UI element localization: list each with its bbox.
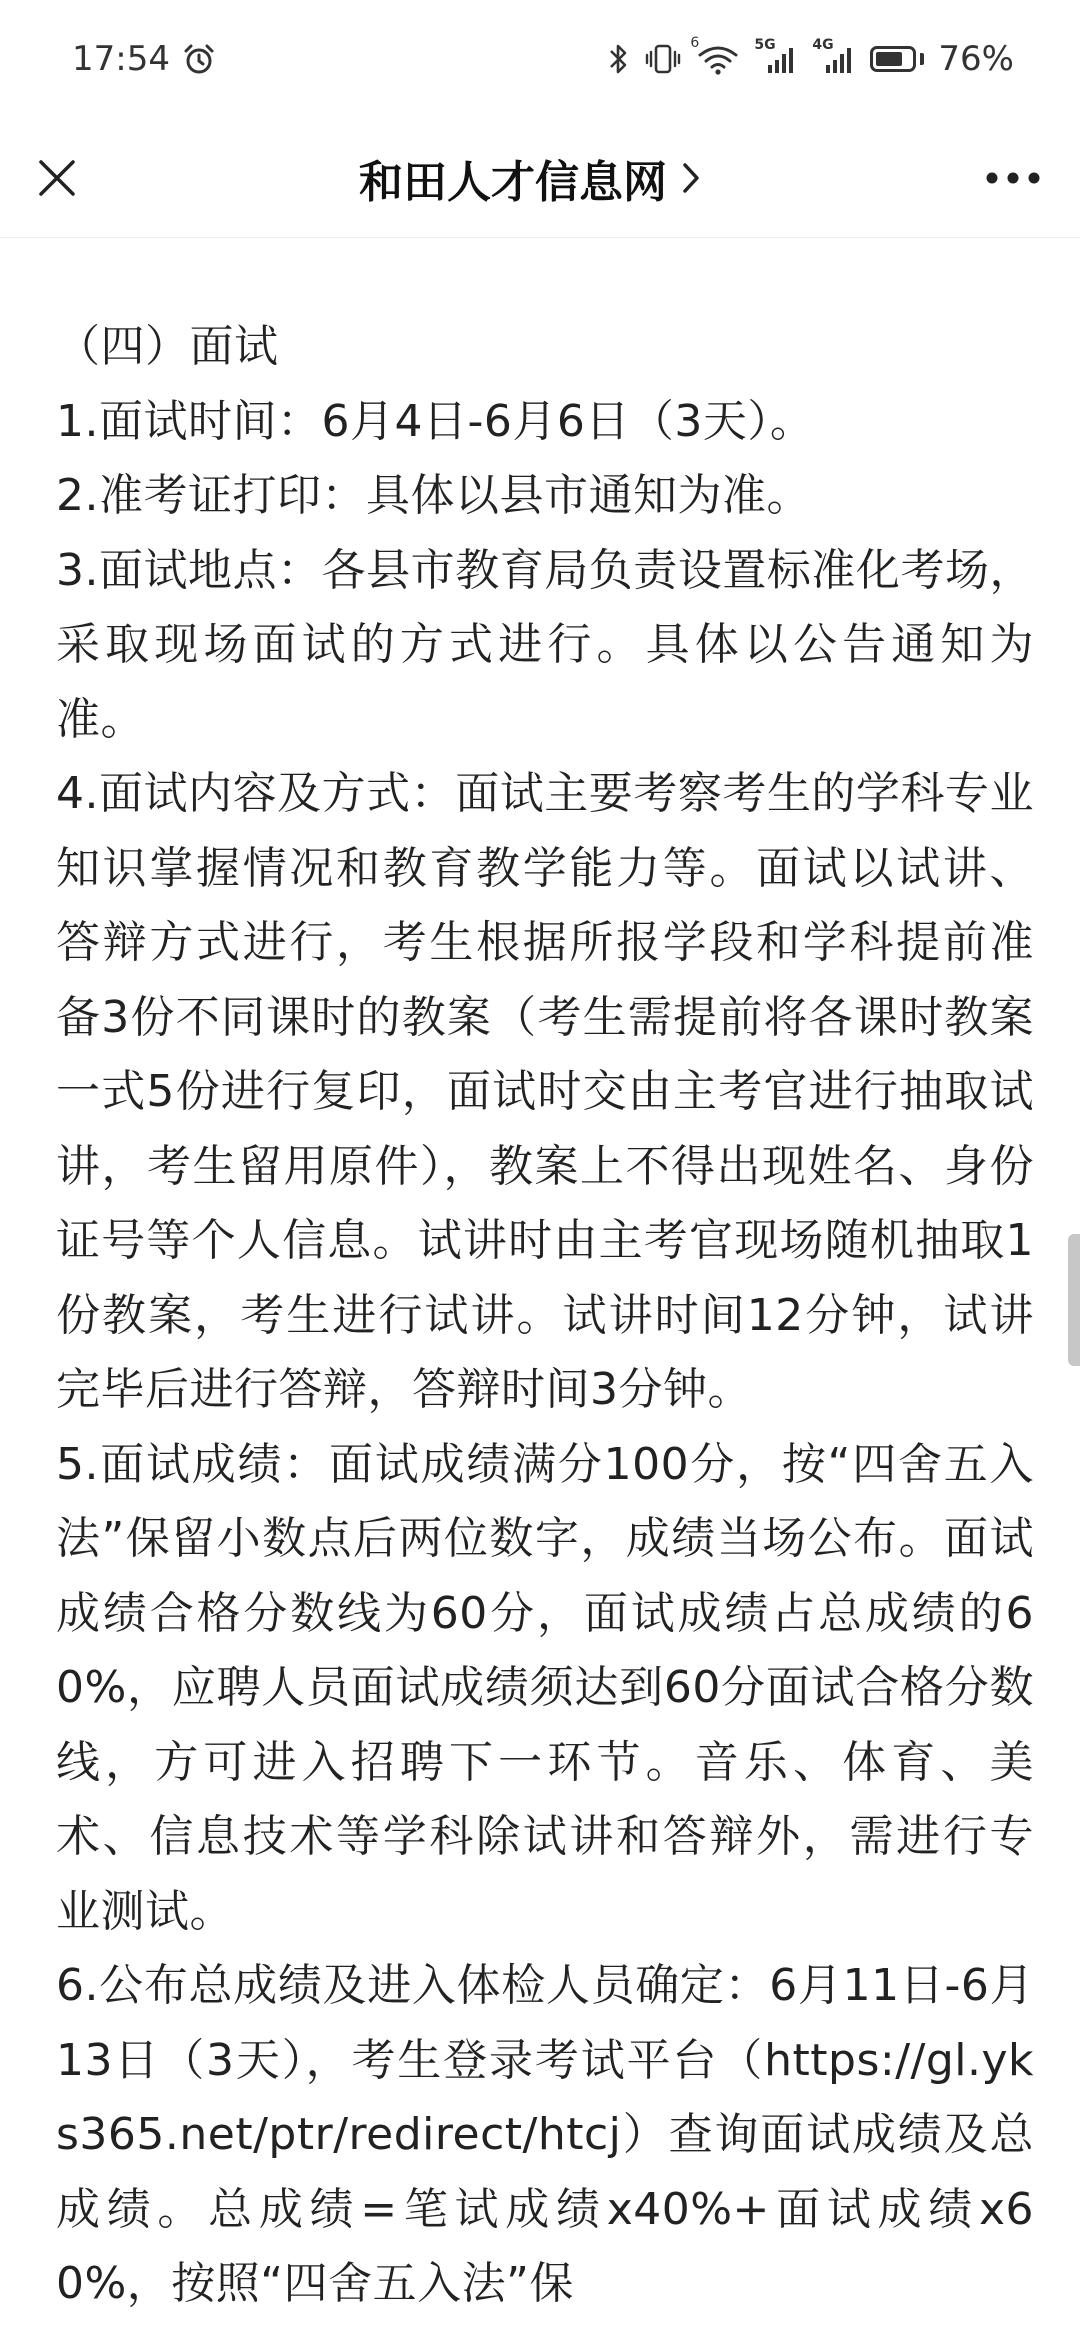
battery-percent: 76%: [938, 39, 1014, 79]
paragraph-admission-ticket: 2.准考证打印：具体以县市通知为准。: [56, 470, 811, 521]
close-icon: [37, 158, 77, 198]
vibrate-icon: [644, 41, 682, 77]
article-body: [56, 310, 1034, 2322]
paragraph-interview-location: 3.面试地点：各县市教育局负责设置标准化考场，采取现场面试的方式进行。具体以公告通知为准。: [56, 544, 1034, 745]
section-heading: （四）面试: [56, 321, 279, 372]
alarm-icon: [182, 42, 216, 76]
close-button[interactable]: [32, 153, 82, 203]
article-content[interactable]: [0, 238, 1080, 2340]
wifi-icon: [690, 35, 740, 77]
paragraph-interview-time: 1.面试时间：6月4日-6月6日（3天）。: [56, 395, 815, 447]
chevron-right-icon: [681, 161, 701, 195]
page-title: 和田人才信息网: [359, 156, 667, 208]
bluetooth-icon: [606, 41, 630, 77]
battery-icon: [870, 46, 924, 72]
paragraph-interview-score: 5.面试成绩：面试成绩满分100分，按“四舍五入法”保留小数点后两位数字，成绩当场公布。面试成绩合格分数线为60分，面试成绩占总成绩的60%，应聘人员面试成绩须达到60分面试合格分数线，方可进入招聘下一环节。音乐、体育、美术、信息技术等学科除试讲和答辩外，需进行专业测试。: [56, 1438, 1034, 1937]
paragraph-total-score: 6.公布总成绩及进入体检人员确定：6月11日-6月13日（3天），考生登录考试平台（https://gl.yks365.net/ptr/redirect/htcj）查询面试成绩及总成绩。总成绩=笔试成绩x40%+面试成绩x60%，按照“四舍五入法”保: [56, 1960, 1034, 2309]
signal-5g-label: 5G: [754, 37, 776, 53]
status-bar: [0, 0, 1080, 118]
nav-title-link[interactable]: [359, 146, 701, 210]
paragraph-interview-content: 4.面试内容及方式：面试主要考察考生的学科专业知识掌握情况和教育教学能力等。面试以试讲、答辩方式进行，考生根据所报学段和学科提前准备3份不同课时的教案（考生需提前将各课时教案一式5份进行复印，面试时交由主考官进行抽取试讲，考生留用原件），教案上不得出现姓名、身份证号等个人信息。试讲时由主考官现场随机抽取1份教案，考生进行试讲。试讲时间12分钟，试讲完毕后进行答辩，答辩时间3分钟。: [56, 768, 1034, 1415]
scrollbar-thumb[interactable]: [1068, 1234, 1080, 1366]
status-right: [606, 35, 1014, 79]
signal-5g-icon: [754, 37, 798, 77]
signal-4g-icon: [812, 37, 856, 77]
status-time: 17:54: [72, 39, 170, 79]
signal-4g-label: 4G: [812, 37, 834, 53]
more-button[interactable]: [978, 153, 1048, 203]
more-icon: [985, 171, 1041, 185]
status-left: [72, 39, 216, 79]
wifi-label: 6: [690, 35, 700, 51]
nav-bar: [0, 118, 1080, 238]
